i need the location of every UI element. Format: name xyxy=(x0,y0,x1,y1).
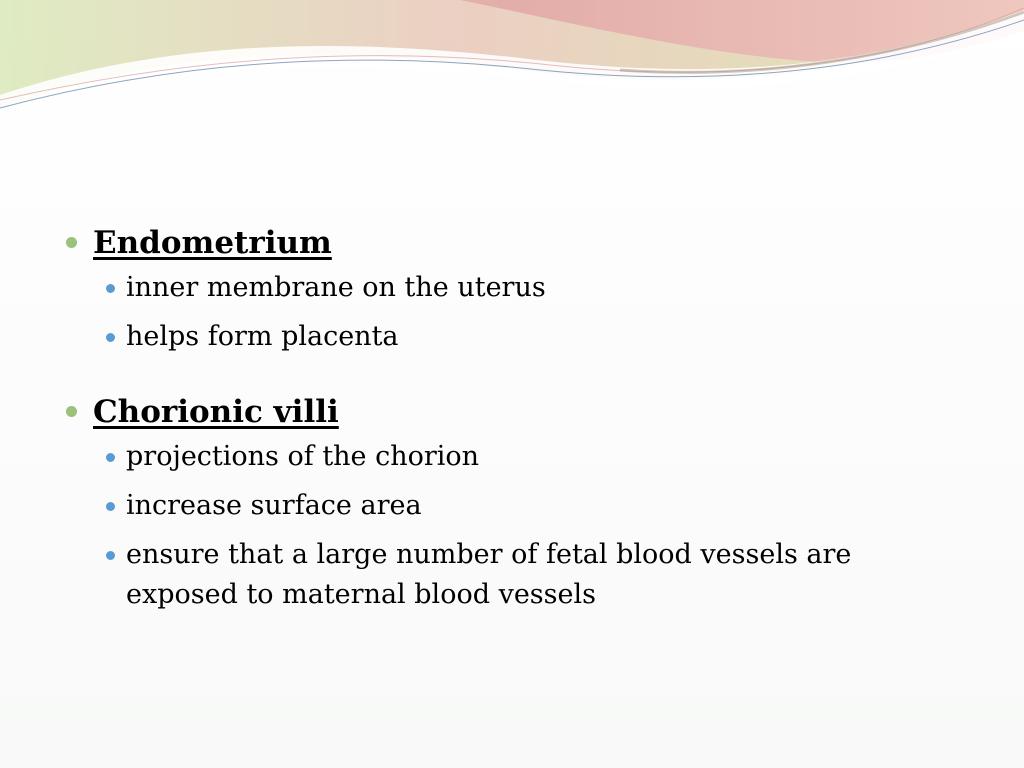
list-item-text: inner membrane on the uterus xyxy=(126,272,546,303)
bullet-dot-icon xyxy=(66,237,77,248)
heading-row xyxy=(66,391,966,433)
bullet-dot-icon xyxy=(106,551,115,560)
list-item-text: ensure that a large number of fetal blood vessels are exposed to maternal blood vessels xyxy=(126,539,852,610)
list-item xyxy=(106,535,966,615)
list-item xyxy=(106,268,966,308)
list-item-text: projections of the chorion xyxy=(126,441,480,472)
list-item xyxy=(106,486,966,526)
section-heading: Endometrium xyxy=(93,225,332,261)
sub-list xyxy=(66,268,966,357)
bullet-dot-icon xyxy=(106,502,115,511)
list-item-text: helps form placenta xyxy=(126,321,399,352)
bullet-dot-icon xyxy=(106,284,115,293)
bullet-dot-icon xyxy=(66,406,77,417)
list-item-text: increase surface area xyxy=(126,490,422,521)
section-endometrium xyxy=(66,222,966,357)
heading-row xyxy=(66,222,966,264)
section-heading: Chorionic villi xyxy=(93,394,339,430)
list-item xyxy=(106,317,966,357)
bullet-dot-icon xyxy=(106,333,115,342)
bullet-dot-icon xyxy=(106,453,115,462)
sub-list xyxy=(66,437,966,615)
list-item xyxy=(106,437,966,477)
header-wave-decoration xyxy=(0,0,1024,130)
section-chorionic-villi xyxy=(66,391,966,615)
slide-body xyxy=(66,222,966,624)
